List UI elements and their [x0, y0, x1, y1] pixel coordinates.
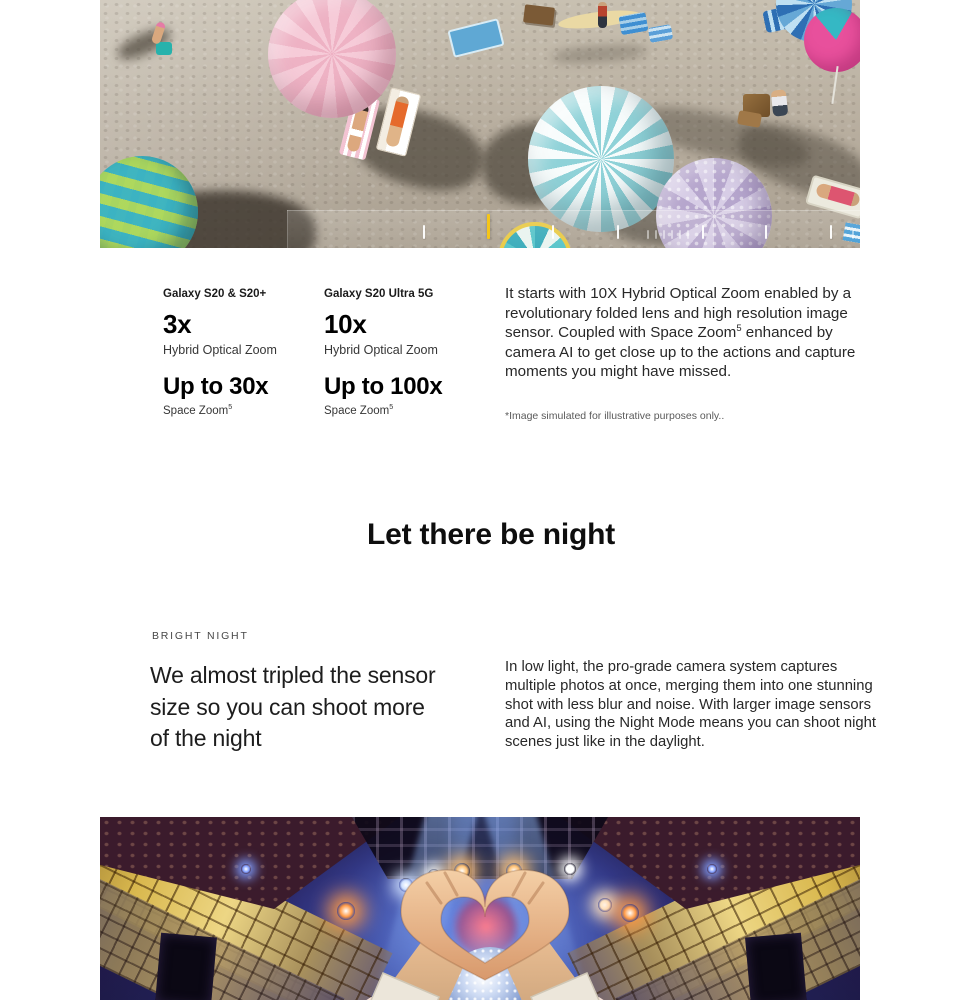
- seated-person: [771, 89, 789, 116]
- ruler-tick: [671, 230, 673, 239]
- stage-light: [241, 864, 251, 874]
- space-zoom-value: Up to 100x: [324, 373, 443, 400]
- speaker-box: [745, 933, 807, 1000]
- surfboard-shadow: [552, 43, 648, 66]
- optical-zoom-value: 3x: [163, 309, 192, 339]
- standing-person: [598, 2, 607, 28]
- teal-cooler: [156, 42, 172, 55]
- footnote-marker: 5: [736, 322, 742, 334]
- plaid-umbrella: [100, 156, 198, 248]
- space-zoom-label: [163, 405, 277, 417]
- space-zoom-text: Space Zoom: [324, 405, 390, 417]
- beach-aerial-photo: [100, 0, 860, 248]
- description-text: It starts with 10X Hybrid Optical Zoom enabled by a revolutionary folded lens and high resolution image sensor. Coupled with Space Zoom: [505, 285, 852, 342]
- magenta-umbrella: [804, 8, 860, 72]
- stage-light: [707, 864, 717, 874]
- ruler-tick: [552, 225, 554, 239]
- ruler-tick: [423, 225, 425, 239]
- optical-zoom-label: Hybrid Optical Zoom: [324, 343, 438, 357]
- footnote-marker: 5: [228, 403, 233, 412]
- ruler-tick: [702, 225, 704, 239]
- model-name: Galaxy S20 & S20+: [163, 288, 267, 300]
- description-text: enhanced by camera AI to get close up to the actions and capture moments you might have missed.: [505, 324, 856, 381]
- beach-chair: [619, 12, 649, 35]
- ruler-tick: [830, 225, 832, 239]
- ruler-tick: [687, 230, 689, 239]
- optical-zoom-value: 10x: [324, 309, 367, 339]
- spec-column-galaxy-s20-ultra: [324, 288, 442, 417]
- speaker-box: [155, 933, 217, 1000]
- beach-chair: [648, 24, 673, 43]
- ruler-tick: [765, 225, 767, 239]
- ruler-tick: [647, 230, 649, 239]
- ruler-tick: [617, 225, 619, 239]
- concert-heart-hands-photo: [100, 817, 860, 1000]
- ruler-tick: [679, 230, 681, 239]
- footnote-marker: 5: [389, 403, 394, 412]
- optical-zoom-label: Hybrid Optical Zoom: [163, 343, 277, 357]
- eyebrow-label: BRIGHT NIGHT: [152, 630, 249, 642]
- night-description: In low light, the pro-grade camera system captures multiple photos at once, merging them into one stunning shot with less blur and noise. With larger image sensors and AI, using the Night Mode means you can shoot night scenes just like in the daylight.: [505, 659, 876, 751]
- ruler-tick: [655, 230, 657, 239]
- space-zoom-value: Up to 30x: [163, 373, 269, 400]
- model-name: Galaxy S20 Ultra 5G: [324, 288, 434, 300]
- zoom-ruler: [287, 210, 860, 248]
- section-heading: Let there be night: [366, 518, 616, 551]
- ruler-tick: [663, 230, 665, 239]
- heart-hands: [325, 825, 645, 1000]
- ruler-tick: [852, 230, 854, 239]
- space-zoom-label: [324, 405, 442, 417]
- spec-column-galaxy-s20: [163, 288, 277, 417]
- image-disclaimer: *Image simulated for illustrative purposes only..: [505, 410, 725, 422]
- blue-towel: [447, 18, 504, 58]
- ruler-tick: [487, 214, 490, 239]
- night-headline: We almost tripled the sensor size so you can shoot more of the night: [150, 662, 436, 751]
- wooden-box: [523, 4, 555, 26]
- space-zoom-text: Space Zoom: [163, 405, 229, 417]
- zoom-description: [505, 284, 877, 382]
